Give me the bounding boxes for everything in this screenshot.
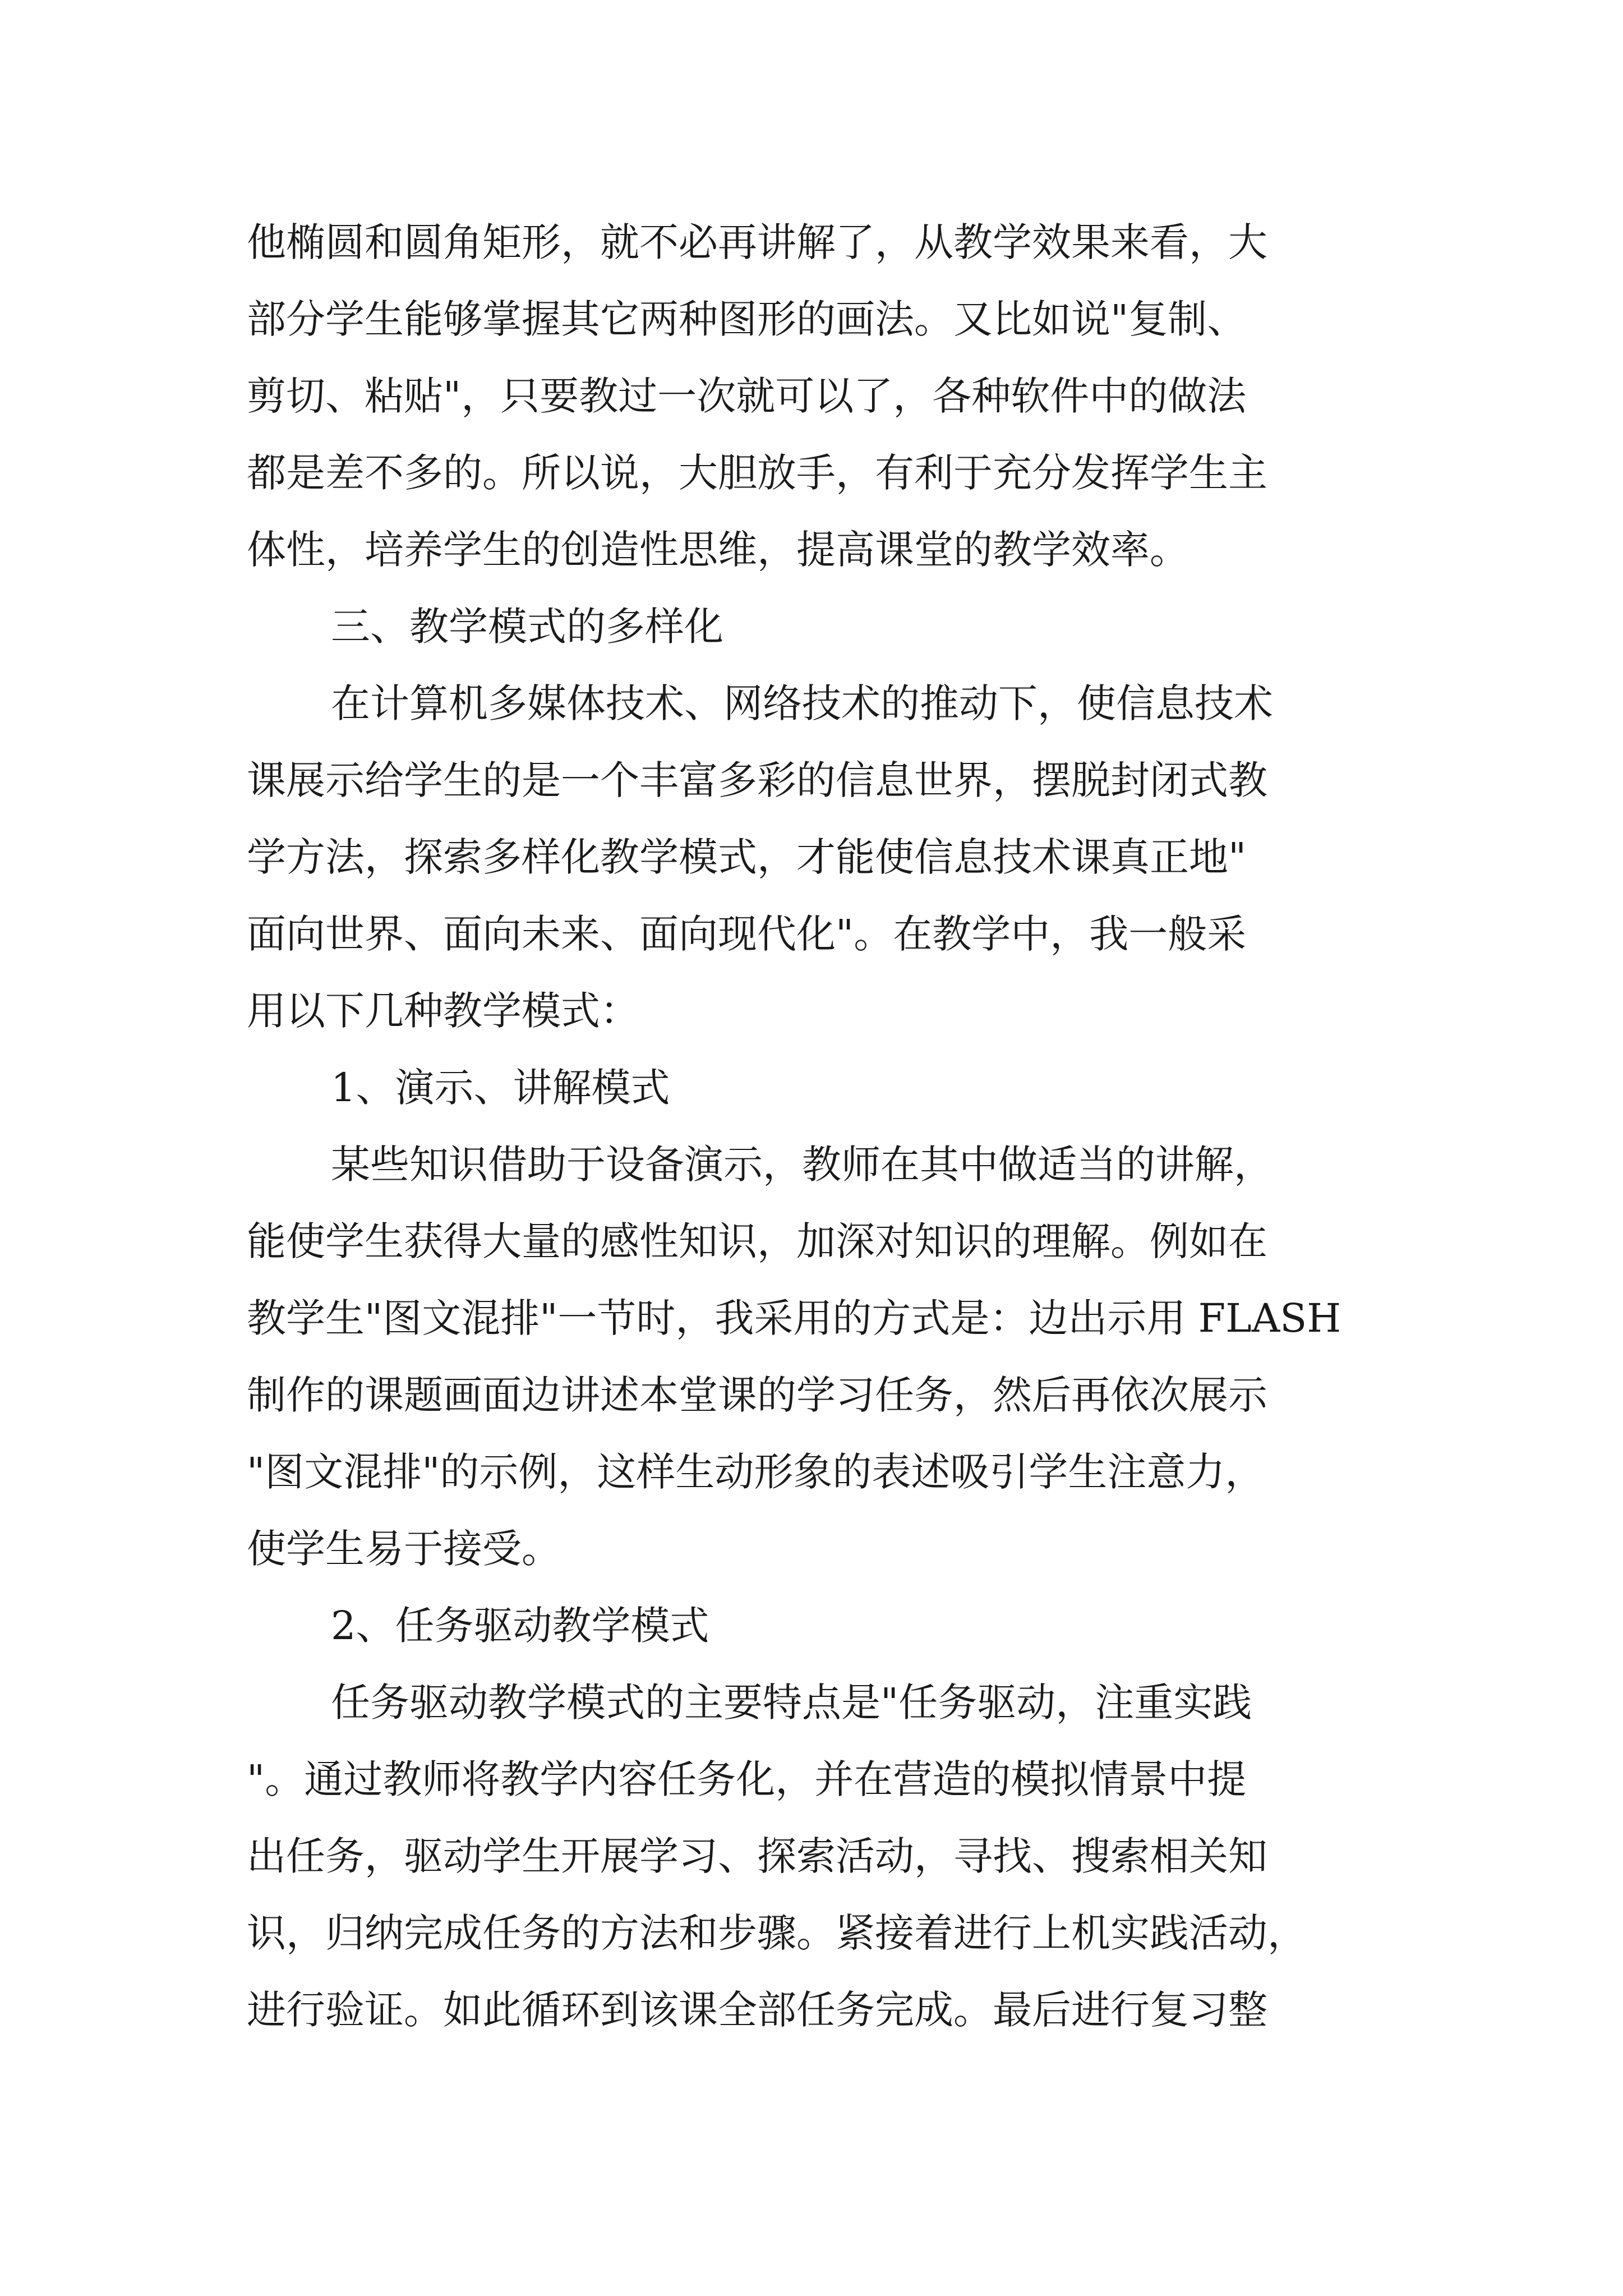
paragraph-line: 使学生易于接受。 [247,1526,561,1572]
paragraph-line: 剪切、粘贴"，只要教过一次就可以了，各种软件中的做法 [247,373,1247,419]
paragraph-line: 部分学生能够掌握其它两种图形的画法。又比如说"复制、 [247,296,1247,342]
paragraph-line: 用以下几种教学模式： [247,988,639,1034]
paragraph-line: 任务驱动教学模式的主要特点是"任务驱动，注重实践 [331,1680,1252,1726]
paragraph-line: 出任务，驱动学生开展学习、探索活动，寻找、搜索相关知 [247,1833,1267,1879]
subsection-heading: 1、演示、讲解模式 [331,1065,670,1111]
paragraph-line: 体性，培养学生的创造性思维，提高课堂的教学效率。 [247,527,1189,573]
subsection-heading: 2、任务驱动教学模式 [331,1603,709,1649]
paragraph-line: 进行验证。如此循环到该课全部任务完成。最后进行复习整 [247,1987,1267,2033]
paragraph-line: 在计算机多媒体技术、网络技术的推动下，使信息技术 [331,680,1273,726]
paragraph-line: 都是差不多的。所以说，大胆放手，有利于充分发挥学生主 [247,450,1267,496]
paragraph-line: 学方法，探索多样化教学模式，才能使信息技术课真正地" [247,834,1247,880]
paragraph-line: 制作的课题画面边讲述本堂课的学习任务，然后再依次展示 [247,1372,1267,1418]
paragraph-line: 课展示给学生的是一个丰富多彩的信息世界，摆脱封闭式教 [247,757,1267,803]
paragraph-line: 某些知识借助于设备演示，教师在其中做适当的讲解， [331,1142,1273,1188]
paragraph-line: 识，归纳完成任务的方法和步骤。紧接着进行上机实践活动， [247,1910,1307,1956]
paragraph-line: "图文混排"的示例，这样生动形象的表述吸引学生注意力， [247,1449,1265,1495]
paragraph-line: 能使学生获得大量的感性知识，加深对知识的理解。例如在 [247,1218,1267,1264]
paragraph-line: "。通过教师将教学内容任务化，并在营造的模拟情景中提 [247,1756,1247,1802]
section-heading: 三、教学模式的多样化 [331,604,723,650]
paragraph-line: 面向世界、面向未来、面向现代化"。在教学中，我一般采 [247,911,1247,957]
paragraph-line: 教学生"图文混排"一节时，我采用的方式是：边出示用 FLASH [247,1295,1341,1341]
paragraph-line: 他椭圆和圆角矩形，就不必再讲解了，从教学效果来看，大 [247,219,1267,265]
